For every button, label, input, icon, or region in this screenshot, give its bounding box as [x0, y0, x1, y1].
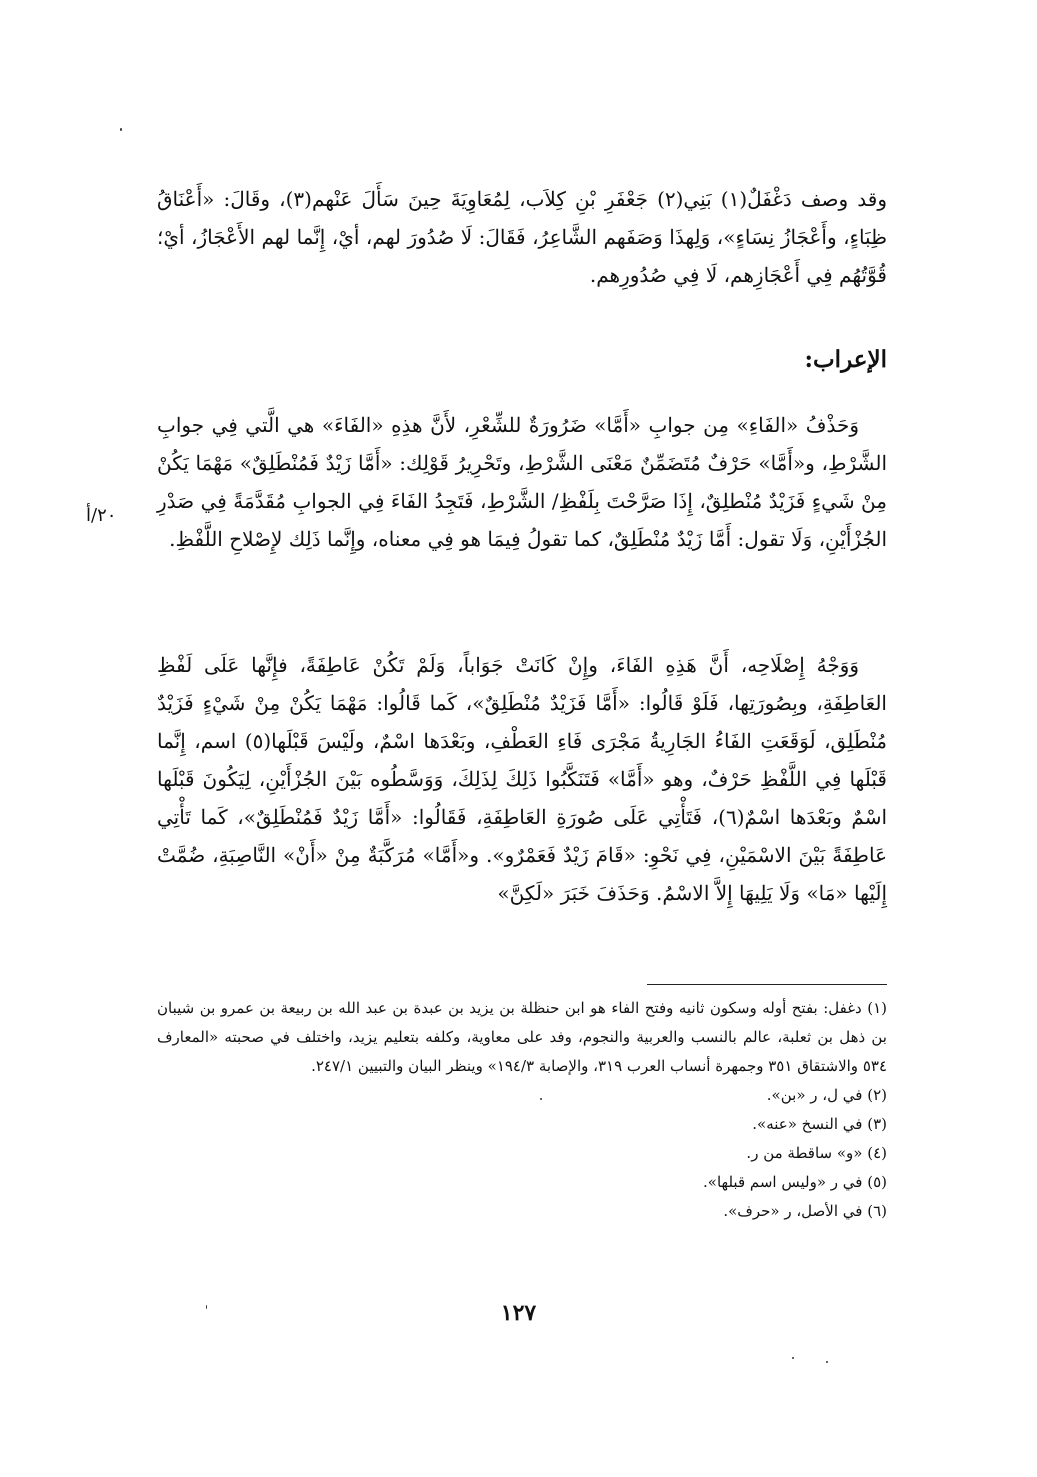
- scan-speck: [206, 1305, 207, 1309]
- footnote-4: (٤) «و» ساقطة من ر.: [746, 1144, 887, 1162]
- footnote-separator: [647, 984, 887, 985]
- folio-margin-note: ٢٠/أ: [86, 505, 117, 526]
- footnotes: [157, 994, 887, 1226]
- footnote-1: (١) دغفل: بفتح أوله وسكون ثانيه وفتح الفاء هو ابن حنظلة بن يزيد بن عبدة بن عبد الله بن ربيعة بن عمرو بن شيبان بن ذهل بن ثعلبة، عالم بالنسب والعربية والنجوم، وفد على معاوية، وكلفه بتعليم يزيد، واختلف في صحبته «المعارف ٥٣٤ والاشتقاق ٣٥١ وجمهرة أنساب العرب ٣١٩، والإصابة ١٩٤/٣» وينظر البيان والتبيين ٢٤٧/١.: [157, 999, 887, 1075]
- paragraph-3: وَوَجْهُ إِصْلَاحِه، أَنَّ هَذِهِ الفَاءَ، وإِنْ كَانَتْ جَوَاباً، وَلَمْ تَكُنْ عَاطِفَةً، فإِنَّها عَلَى لَفْظِ العَاطِفَةِ، وبِصُورَتِها، فَلَوْ قَالُوا: «أَمَّا فَزَيْدٌ مُنْطَلِقٌ»، كَما قَالُوا: مَهْمَا يَكُنْ مِنْ شَيْءٍ فَزَيْدٌ مُنْطَلِق، لَوَقَعَتِ الفَاءُ الجَارِيةُ مَجْرَى فَاءِ العَطْفِ، وبَعْدَها اسْمٌ، ولَيْسَ قَبْلَها(٥) اسم، إِنَّما قَبْلَها فِي اللَّفْظِ حَرْفٌ، وهو «أَمَّا» فَتَنَكَّبُوا ذَلِكَ لِذَلِكَ، وَوَسَّطُوه بَيْنَ الجُزْأَيْنِ، لِيَكُونَ قَبْلَها اسْمٌ وبَعْدَها اسْمٌ(٦)، فَتَأْتِي عَلَى صُورَةِ العَاطِفَةِ، فَقَالُوا: «أَمَّا زَيْدٌ فَمُنْطَلِقٌ»، كَما تَأْتِي عَاطِفَةً بَيْنَ الاسْمَيْنِ، فِي نَحْوِ: «قَامَ زَيْدٌ فَعَمْرٌو». و«أَمَّا» مُرَكَّبَةٌ مِنْ «أَنْ» النَّاصِبَةِ، ضُمَّتْ إِلَيْها «مَا» وَلَا يَلِيهَا إِلاَّ الاسْمُ. وَحَذَفَ خَبَرَ «لَكِنَّ»: [157, 653, 888, 905]
- scan-speck: [540, 1098, 542, 1100]
- footnote-6: (٦) في الأصل، ر «حرف».: [723, 1202, 887, 1220]
- scan-speck: [120, 128, 122, 131]
- footnote-3: (٣) في النسخ «عنه».: [752, 1115, 887, 1133]
- footnote-5: (٥) في ر «وليس اسم قبلها».: [703, 1173, 887, 1191]
- page-number: ١٢٧: [500, 1300, 537, 1326]
- section-heading: الإعراب:: [804, 346, 887, 373]
- paragraph-2: وَحَذْفُ «الفَاءِ» مِن جوابِ «أَمَّا» ضَرُورَةٌ للشِّعْرِ، لأَنَّ هذِهِ «الفَاءَ» هي الَّتي فِي جوابِ الشَّرْطِ، و«أَمَّا» حَرْفٌ مُتَضَمِّنٌ مَعْنَى الشَّرْطِ، وتَحْرِيرُ قَوْلِك: «أَمَّا زَيْدٌ فَمُنْطَلِقٌ» مَهْمَا يَكُنْ مِنْ شَيءٍ فَزَيْدٌ مُنْطلِقٌ، إِذَا صَرَّحْتَ بِلَفْظِ/ الشَّرْطِ، فَتَجِدُ الفَاءَ فِي الجوابِ مُقَدَّمَةً فِي صَدْرِ الجُزْأَيْنِ، وَلَا تقول: أَمَّا زَيْدٌ مُنْطَلِقٌ، كما تقولُ فِيمَا هو فِي معناه، وإِنَّما ذَلِك لإِصْلاحِ اللَّفْظِ.: [157, 413, 887, 551]
- footnote-2: (٢) في ل، ر «بن».: [766, 1086, 887, 1104]
- scan-speck: [792, 1357, 794, 1359]
- paragraph-1: وقد وصف دَغْفَلٌ(١) بَنِي(٢) جَعْفَرِ بْنِ كِلاَب، لِمُعَاوِيَةَ حِينَ سَأَلَ عَنْهم(٣)، وقَالَ: «أَعْنَاقُ ظِبَاءٍ، وأَعْجَازُ نِسَاءٍ»، وَلِهذَا وَصَفَهم الشَّاعِرُ، فَقَالَ: لَا صُدُورَ لهم، أيْ، إِنَّما لهم الأَعْجَازُ، أيْ؛ قُوَّتُهُم فِي أَعْجَازِهم، لَا فِي صُدُورِهم.: [157, 187, 888, 287]
- scan-speck: [826, 1361, 828, 1363]
